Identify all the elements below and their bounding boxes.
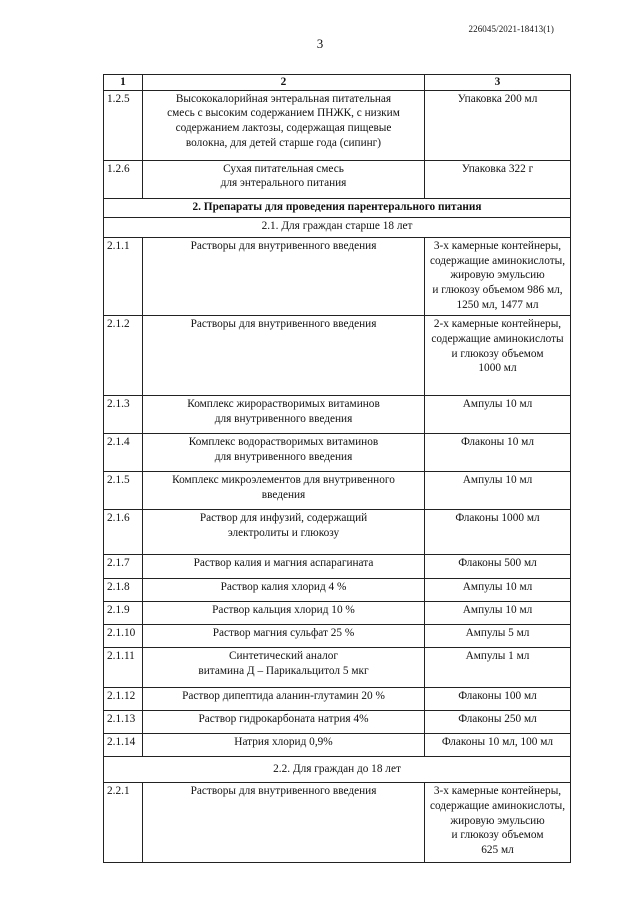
item-name: Растворы для внутривенного введения <box>143 238 425 316</box>
table-row <box>104 316 571 396</box>
rows-group-2-2 <box>104 783 571 863</box>
item-name: Раствор магния сульфат 25 % <box>143 625 425 648</box>
table-row <box>104 90 571 160</box>
item-number: 2.1.10 <box>104 625 143 648</box>
item-packaging: Ампулы 10 мл <box>425 602 571 625</box>
table-row <box>104 602 571 625</box>
item-packaging: Флаконы 10 мл, 100 мл <box>425 734 571 757</box>
item-packaging: Флаконы 250 мл <box>425 711 571 734</box>
item-name: Высококалорийная энтеральная питательная смесь с высоким содержанием ПНЖК, с низким содержанием лактозы, содержащая пищевые волокна, для детей старше года (сипинг) <box>143 90 425 160</box>
item-name: Натрия хлорид 0,9% <box>143 734 425 757</box>
item-packaging: 2-х камерные контейнеры, содержащие аминокислоты и глюкозу объемом 1000 мл <box>425 316 571 396</box>
item-packaging: Флаконы 500 мл <box>425 555 571 579</box>
column-header-row <box>104 75 571 91</box>
products-table <box>103 74 571 863</box>
section-title: 2. Препараты для проведения парентерального питания <box>104 198 571 218</box>
item-number: 2.1.3 <box>104 396 143 434</box>
item-packaging: Ампулы 1 мл <box>425 648 571 688</box>
table-head <box>104 75 571 91</box>
table-row <box>104 160 571 198</box>
item-number: 2.1.11 <box>104 648 143 688</box>
item-packaging: 3-х камерные контейнеры, содержащие аминокислоты, жировую эмульсию и глюкозу объемом 986 мл, 1250 мл, 1477 мл <box>425 238 571 316</box>
column-header-3: 3 <box>425 75 571 91</box>
item-number: 1.2.6 <box>104 160 143 198</box>
table-row <box>104 625 571 648</box>
item-packaging: Ампулы 10 мл <box>425 396 571 434</box>
item-number: 2.1.7 <box>104 555 143 579</box>
item-name: Синтетический аналог витамина Д – Парикальцитол 5 мкг <box>143 648 425 688</box>
item-number: 2.1.9 <box>104 602 143 625</box>
item-packaging: Ампулы 10 мл <box>425 472 571 510</box>
item-name: Раствор для инфузий, содержащий электролиты и глюкозу <box>143 510 425 555</box>
item-name: Сухая питательная смесь для энтерального питания <box>143 160 425 198</box>
item-number: 1.2.5 <box>104 90 143 160</box>
table-row <box>104 783 571 863</box>
item-packaging: Упаковка 200 мл <box>425 90 571 160</box>
item-packaging: 3-х камерные контейнеры, содержащие аминокислоты, жировую эмульсию и глюкозу объемом 625 мл <box>425 783 571 863</box>
table-row <box>104 711 571 734</box>
item-number: 2.1.2 <box>104 316 143 396</box>
item-packaging: Флаконы 10 мл <box>425 434 571 472</box>
subsection-title-2-1: 2.1. Для граждан старше 18 лет <box>104 218 571 238</box>
column-header-1: 1 <box>104 75 143 91</box>
table-row <box>104 555 571 579</box>
item-number: 2.1.6 <box>104 510 143 555</box>
item-number: 2.2.1 <box>104 783 143 863</box>
table-row <box>104 648 571 688</box>
rows-group-2-1 <box>104 238 571 757</box>
subsection-title-2-2: 2.2. Для граждан до 18 лет <box>104 757 571 783</box>
item-name: Комплекс жирорастворимых витаминов для внутривенного введения <box>143 396 425 434</box>
item-number: 2.1.1 <box>104 238 143 316</box>
table-row <box>104 472 571 510</box>
item-name: Раствор калия хлорид 4 % <box>143 579 425 602</box>
table-row <box>104 579 571 602</box>
section-2 <box>104 198 571 237</box>
item-packaging: Ампулы 10 мл <box>425 579 571 602</box>
subsection-heading-row <box>104 757 571 783</box>
item-number: 2.1.4 <box>104 434 143 472</box>
item-packaging: Упаковка 322 г <box>425 160 571 198</box>
item-name: Раствор гидрокарбоната натрия 4% <box>143 711 425 734</box>
section-2-2 <box>104 757 571 783</box>
item-name: Раствор калия и магния аспарагината <box>143 555 425 579</box>
table-row <box>104 510 571 555</box>
table-row <box>104 238 571 316</box>
table-row <box>104 734 571 757</box>
item-number: 2.1.5 <box>104 472 143 510</box>
item-number: 2.1.8 <box>104 579 143 602</box>
table-row <box>104 434 571 472</box>
item-name: Растворы для внутривенного введения <box>143 316 425 396</box>
item-name: Комплекс водорастворимых витаминов для внутривенного введения <box>143 434 425 472</box>
item-name: Комплекс микроэлементов для внутривенного введения <box>143 472 425 510</box>
page-number: 3 <box>316 36 324 51</box>
item-name: Растворы для внутривенного введения <box>143 783 425 863</box>
item-name: Раствор дипептида аланин-глутамин 20 % <box>143 688 425 711</box>
item-number: 2.1.13 <box>104 711 143 734</box>
table-row <box>104 396 571 434</box>
rows-group-1-2 <box>104 90 571 198</box>
item-packaging: Флаконы 100 мл <box>425 688 571 711</box>
document-id: 226045/2021-18413(1) <box>468 24 554 34</box>
section-heading-row <box>104 198 571 218</box>
table-row <box>104 688 571 711</box>
subsection-heading-row <box>104 218 571 238</box>
item-number: 2.1.12 <box>104 688 143 711</box>
item-packaging: Флаконы 1000 мл <box>425 510 571 555</box>
column-header-2: 2 <box>143 75 425 91</box>
item-packaging: Ампулы 5 мл <box>425 625 571 648</box>
item-number: 2.1.14 <box>104 734 143 757</box>
item-name: Раствор кальция хлорид 10 % <box>143 602 425 625</box>
